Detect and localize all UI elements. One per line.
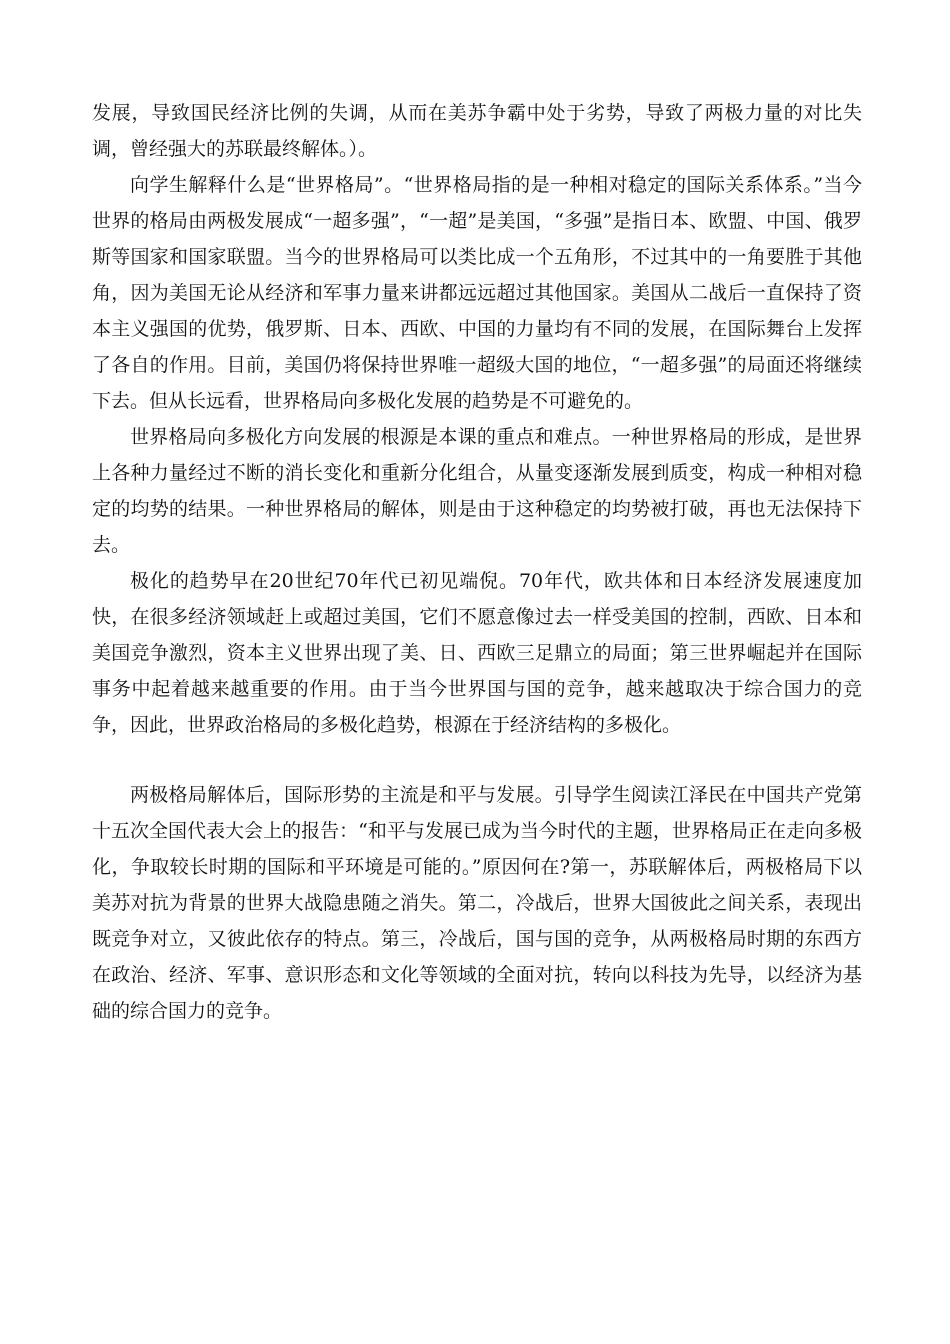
paragraph-spacer — [92, 743, 862, 777]
paragraph-world-pattern-definition: 向学生解释什么是“世界格局”。“世界格局指的是一种相对稳定的国际关系体系。”当今世界的格局由两极发展成“一超多强”，“一超”是美国，“多强”是指日本、欧盟、中国、俄罗斯等国家和国家联盟。当今的世界格局可以类比成一个五角形，不过其中的一角要胜于其他角，因为美国无论从经济和军事力量来讲都远远超过其他国家。美国从二战后一直保持了资本主义强国的优势，俄罗斯、日本、西欧、中国的力量均有不同的发展，在国际舞台上发挥了各自的作用。目前，美国仍将保持世界唯一超级大国的地位，“一超多强”的局面还将继续下去。但从长远看，世界格局向多极化发展的趋势是不可避免的。 — [92, 174, 862, 412]
document-body — [92, 95, 862, 1029]
paragraph-peace-development: 两极格局解体后，国际形势的主流是和平与发展。引导学生阅读江泽民在中国共产党第十五次全国代表大会上的报告：“和平与发展已成为当今时代的主题，世界格局正在走向多极化，争取较长时期的国际和平环境是可能的。”原因何在?第一，苏联解体后，两极格局下以美苏对抗为背景的世界大战隐患随之消失。第二，冷战后，世界大国彼此之间关系，表现出既竞争对立，又彼此依存的特点。第三，冷战后，国与国的竞争，从两极格局时期的东西方在政治、经济、军事、意识形态和文化等领域的全面对抗，转向以科技为先导，以经济为基础的综合国力的竞争。 — [92, 784, 862, 1022]
paragraph-multipolar-root: 世界格局向多极化方向发展的根源是本课的重点和难点。一种世界格局的形成，是世界上各种力量经过不断的消长变化和重新分化组合，从量变逐渐发展到质变，构成一种相对稳定的均势的结果。一种世界格局的解体，则是由于这种稳定的均势被打破，再也无法保持下去。 — [92, 426, 862, 556]
paragraph-multipolar-trend: 极化的趋势早在20世纪70年代已初见端倪。70年代，欧共体和日本经济发展速度加快，在很多经济领域赶上或超过美国，它们不愿意像过去一样受美国的控制，西欧、日本和美国竞争激烈，资本主义世界出现了美、日、西欧三足鼎立的局面；第三世界崛起并在国际事务中起着越来越重要的作用。由于当今世界国与国的竞争，越来越取决于综合国力的竞争，因此，世界政治格局的多极化趋势，根源在于经济结构的多极化。 — [92, 570, 862, 736]
paragraph-continuation: 发展，导致国民经济比例的失调，从而在美苏争霸中处于劣势，导致了两极力量的对比失调，曾经强大的苏联最终解体。）。 — [92, 102, 862, 160]
